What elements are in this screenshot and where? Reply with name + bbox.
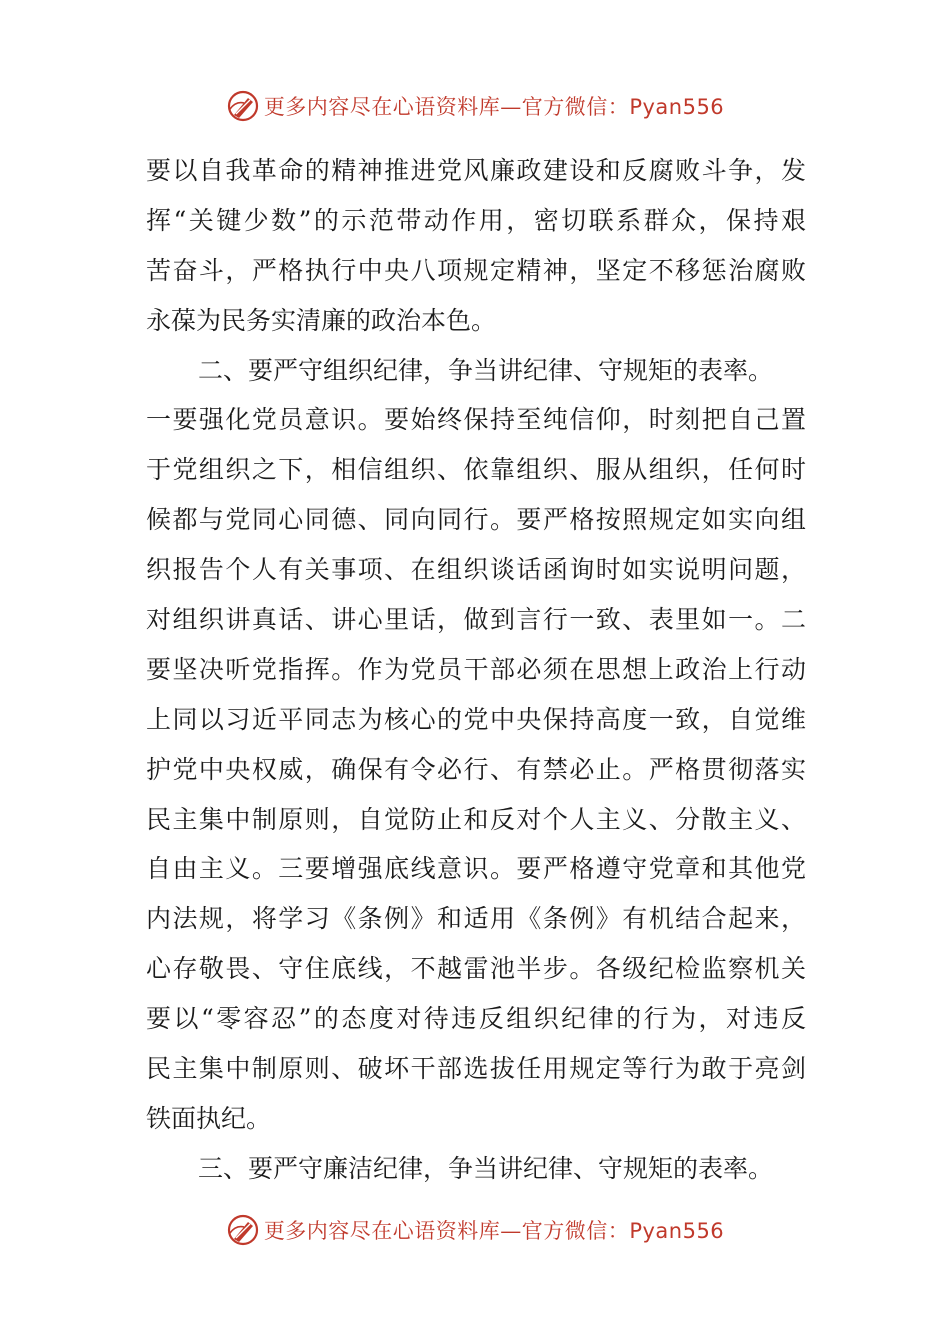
body-line: 内法规，将学习《条例》和适用《条例》有机结合起来， bbox=[146, 904, 806, 934]
body-line: 永葆为民务实清廉的政治本色。 bbox=[146, 305, 497, 335]
footer-wechat-id: Pyan556 bbox=[629, 1219, 725, 1243]
body-line: 民主集中制原则、破坏干部选拔任用规定等行为敢于亮剑 bbox=[146, 1054, 806, 1084]
body-line: 民主集中制原则，自觉防止和反对个人主义、分散主义、 bbox=[146, 804, 806, 834]
document-body bbox=[146, 146, 806, 1194]
body-line: 护党中央权威，确保有令必行、有禁必止。严格贯彻落实 bbox=[146, 754, 806, 784]
section-heading-2: 二、要严守组织纪律，争当讲纪律、守规矩的表率。 bbox=[198, 355, 774, 385]
header-banner bbox=[0, 84, 950, 128]
body-line: 一要强化党员意识。要始终保持至纯信仰，时刻把自己置 bbox=[146, 405, 806, 435]
header-wechat-id: Pyan556 bbox=[629, 95, 725, 119]
body-line: 候都与党同心同德、同向同行。要严格按照规定如实向组 bbox=[146, 505, 806, 535]
section-heading-3: 三、要严守廉洁纪律，争当讲纪律、守规矩的表率。 bbox=[198, 1153, 774, 1183]
body-line: 要以自我革命的精神推进党风廉政建设和反腐败斗争，发 bbox=[146, 156, 806, 185]
footer-banner bbox=[0, 1208, 950, 1252]
body-line: 于党组织之下，相信组织、依靠组织、服从组织，任何时 bbox=[146, 455, 806, 485]
pen-nib-logo-icon bbox=[226, 89, 260, 123]
body-line: 上同以习近平同志为核心的党中央保持高度一致，自觉维 bbox=[146, 704, 806, 734]
body-line: 要以“零容忍”的态度对待违反组织纪律的行为，对违反 bbox=[146, 1004, 806, 1034]
footer-banner-text: 更多内容尽在心语资料库—官方微信：Pyan556 bbox=[263, 1219, 725, 1243]
body-line: 铁面执纪。 bbox=[146, 1103, 272, 1133]
body-line: 要坚决听党指挥。作为党员干部必须在思想上政治上行动 bbox=[146, 654, 806, 684]
body-line: 挥“关键少数”的示范带动作用，密切联系群众，保持艰 bbox=[146, 205, 806, 235]
body-line: 自由主义。三要增强底线意识。要严格遵守党章和其他党 bbox=[146, 854, 806, 884]
body-line: 苦奋斗，严格执行中央八项规定精神，坚定不移惩治腐败 bbox=[146, 255, 806, 285]
body-line: 心存敬畏、守住底线，不越雷池半步。各级纪检监察机关 bbox=[146, 954, 806, 984]
pen-nib-logo-icon bbox=[226, 1213, 260, 1247]
header-banner-text: 更多内容尽在心语资料库—官方微信：Pyan556 bbox=[263, 95, 725, 119]
body-line: 织报告个人有关事项、在组织谈话函询时如实说明问题， bbox=[146, 555, 806, 585]
body-line: 对组织讲真话、讲心里话，做到言行一致、表里如一。二 bbox=[146, 605, 806, 635]
